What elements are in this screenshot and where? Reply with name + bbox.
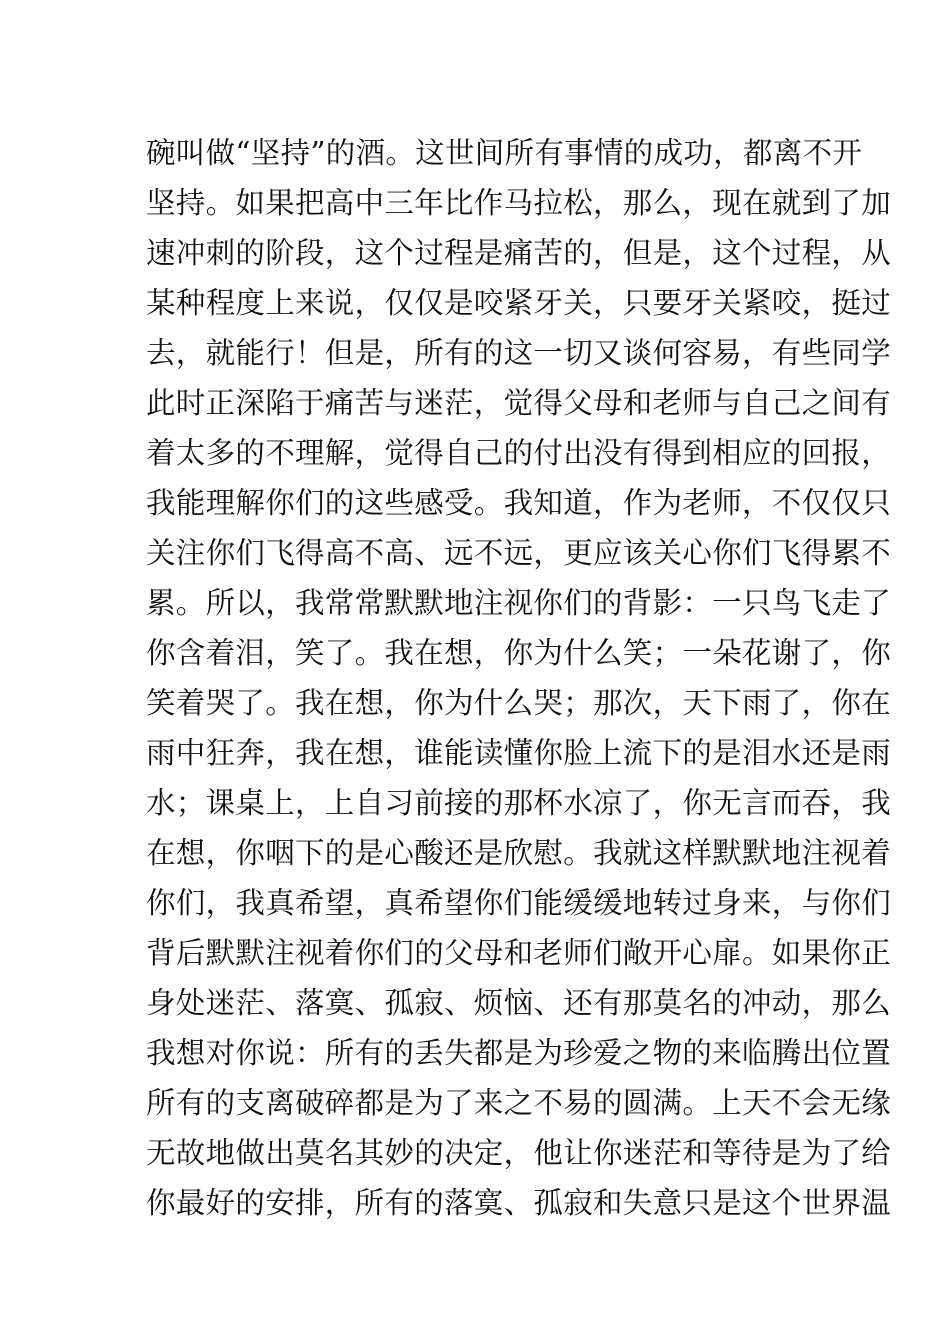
text-line-21: 无故地做出莫名其妙的决定，他让你迷茫和等待是为了给 xyxy=(146,1136,892,1170)
text-line-17: 背后默默注视着你们的父母和老师们敞开心扉。如果你正 xyxy=(146,936,892,970)
text-line-3: 速冲刺的阶段，这个过程是痛苦的，但是，这个过程，从 xyxy=(146,236,892,270)
text-line-11: 你含着泪，笑了。我在想，你为什么笑；一朵花谢了，你 xyxy=(146,636,892,670)
text-line-14: 水；课桌上，上自习前接的那杯水凉了，你无言而吞，我 xyxy=(146,786,892,820)
text-line-8: 我能理解你们的这些感受。我知道，作为老师，不仅仅只 xyxy=(146,486,892,520)
text-line-19: 我想对你说：所有的丢失都是为珍爱之物的来临腾出位置 xyxy=(146,1036,892,1070)
body-text xyxy=(146,128,892,1228)
text-line-9: 关注你们飞得高不高、远不远，更应该关心你们飞得累不 xyxy=(146,536,892,570)
text-line-16: 你们，我真希望，真希望你们能缓缓地转过身来，与你们 xyxy=(146,886,892,920)
text-line-15: 在想，你咽下的是心酸还是欣慰。我就这样默默地注视着 xyxy=(146,836,892,870)
text-line-18: 身处迷茫、落寞、孤寂、烦恼、还有那莫名的冲动，那么 xyxy=(146,986,892,1020)
text-line-4: 某种程度上来说，仅仅是咬紧牙关，只要牙关紧咬，挺过 xyxy=(146,286,892,320)
text-line-7: 着太多的不理解，觉得自己的付出没有得到相应的回报， xyxy=(146,436,892,470)
text-line-22: 你最好的安排，所有的落寞、孤寂和失意只是这个世界温 xyxy=(146,1186,892,1220)
text-line-20: 所有的支离破碎都是为了来之不易的圆满。上天不会无缘 xyxy=(146,1086,892,1120)
text-line-1: 碗叫做“坚持”的酒。这世间所有事情的成功，都离不开 xyxy=(146,136,863,170)
text-line-5: 去，就能行！但是，所有的这一切又谈何容易，有些同学 xyxy=(146,336,892,370)
text-line-13: 雨中狂奔，我在想，谁能读懂你脸上流下的是泪水还是雨 xyxy=(146,736,892,770)
text-line-2: 坚持。如果把高中三年比作马拉松，那么，现在就到了加 xyxy=(146,186,892,220)
text-line-10: 累。所以，我常常默默地注视你们的背影：一只鸟飞走了 xyxy=(146,586,892,620)
text-line-6: 此时正深陷于痛苦与迷茫，觉得父母和老师与自己之间有 xyxy=(146,386,892,420)
text-line-12: 笑着哭了。我在想，你为什么哭；那次，天下雨了，你在 xyxy=(146,686,892,720)
